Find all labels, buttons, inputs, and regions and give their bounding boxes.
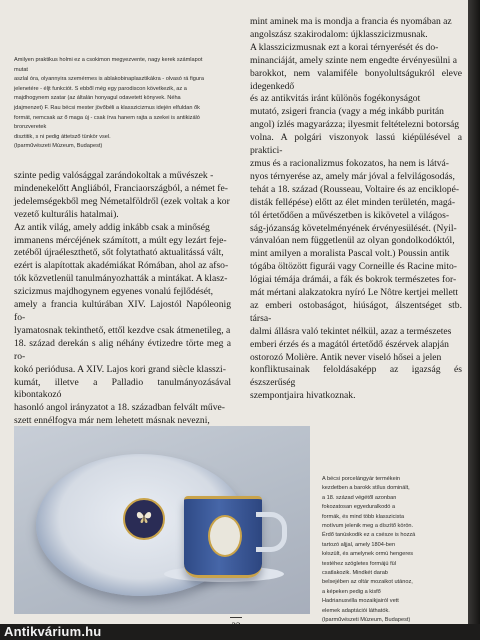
top-photo-caption bbox=[14, 56, 210, 152]
cup-handle bbox=[256, 512, 287, 552]
right-column-text: mint aminek ma is mondja a francia és nyomában az angolszász szakirodalom: újklasszicizmusnak. A klasszicizmusnak ezt a korai térnyerését és do- minanciáját, amely szinte nem engedte érvényesülni a barokkot, nem valamiféle bonyolultságukról eleve idegenkedő és az antikvitás iránt különös fogékonyságot mutató, zsigeri francia (vagy a még inkább puritán angol) ízlés magyarázza; ilyesmit feltételezni botorság volna. A polgári viszonyok lassú kiépülésével a praktici- zmus és a racionalizmus fokozatos, ha nem is látvá- nyos térnyerése az, amely már jóval a felvilágosodás, tehát a 18. század (Rousseau, Voltaire és az enciklopé- disták fellépése) előtt az élet minden területén, magá- tól értetődően a művészetben is kikövetel a világos- ság-józanság követelményének érvényesülését. (Nyil- vánvalóan nem függetlenül az olyan gondolkodóktól, mint amilyen a moralista Pascal volt.) Poussin antik tógába öltözött figurái vagy Corneille és Racine mito- lógiai témája drámái, a fák és bokrok természetes for- mát mértani alakzatokra nyíró Le Nôtre kertjei mellett az emberi ostobaságot, hiúságot, álszentséget stb. társa- dalmi állásra való tekintet nélkül, azaz a természetes emberi érzés és a magától értetődő észérvek alapján ostorozó Molière. Antik never viseló hősei a jelen konfliktusainak feloldásaképp az igazság és észszerűség szempontjaira hivatkoznak. bbox=[250, 16, 462, 402]
cup-image bbox=[184, 496, 262, 578]
porcelain-photo bbox=[14, 426, 310, 614]
saucer-center-medallion bbox=[123, 498, 165, 540]
porcelain-caption bbox=[322, 475, 462, 626]
left-column bbox=[14, 170, 231, 428]
porcelain-caption-text: A bécsi porcelángyár termékein kezdetben a barokk stílus dominált, a 18. század végétől azonban fokozatosan egyeduralkodó a formák, és mind több klasszicista motívum jelenik meg a díszítő körön. Érdő tanúskodik ez a csésze is hozzá tartozó aljjal, amely 1804-ben készült, és amelynek ormú hengeres testéhez szögletes formájú fül csatlakozik. Mindkét darab belsejében az oltár mozaikot utánoz, a képeken pedig a kisfő Hadrianusvilla mozaikjairól vett elemek adaptációi láthatók. (Iparművészeti Múzeum, Budapest) bbox=[322, 476, 416, 624]
left-column-text: szinte pedig valósággal zarándokoltak a művészek - mindenekelőtt Angliából, Franciaországból, a német fe- jedelemségekből meg Németalföldről (ezek voltak a kor vezető kulturális hatalmai). Az antik világ, amely addig inkább csak a minőség immanens mércéjének számított, a múlt egy lezárt feje- zetéből újraéleszthető, sőt folytatható aktualitássá vált, ezért is alapítottak akadémiákat Rómában, ahol az afso- tók közvetlenül tanulmányozhatták a mintákat. A klasz- szicizmus majdhogynem egyenes vonalú fejlődését, amely a francia kultúrában XIV. Lajostól Napóleonig fo- lyamatosnak tekinthető, ettől kezdve csak átmenetileg, a 18. század derekán s alig néhány évtizedre törte meg a ro- kokó periódusa. A XIV. Lajos kori grand siècle klasszi- kumát, illetve a Palladio tanulmányozásával kibontakozó hasonló angol irányzatot a 18. században felvált műve- szett ennélfogva már nem lehetett másnak nevezni, bbox=[14, 170, 231, 427]
top-photo-caption-text: Amilyen praktikus holmi ez a csokimon megyezvente, nagy kerek számlapot mutat aszlal óra, olyannyira szemérmes is ablakobinaplasztikákra - olvasó rá figura jelenetére - éljt funkciót. S ebből még egy parodiscon következik, az a majdhogynem szatar (az általán honyagul odavetett könyvek. Néha jdajmenzet) F. Rau bécsi mester jövőbéli a klasszicizmus idején elfuldan ők formát, nemcsak az ő maga új - csak írva hanem rajta a szekei is antikizáló bronzveretek disztitik, s ni pedig áttetsző tünkör vsel. (Iparművészeti Múzeum, Budapest) bbox=[14, 57, 204, 150]
book-spine bbox=[468, 0, 480, 640]
watermark: Antikvárium.hu bbox=[4, 624, 102, 639]
butterfly-icon bbox=[135, 509, 153, 525]
right-column bbox=[250, 16, 462, 403]
folio-rule bbox=[230, 617, 242, 618]
cup-medallion bbox=[208, 515, 242, 557]
